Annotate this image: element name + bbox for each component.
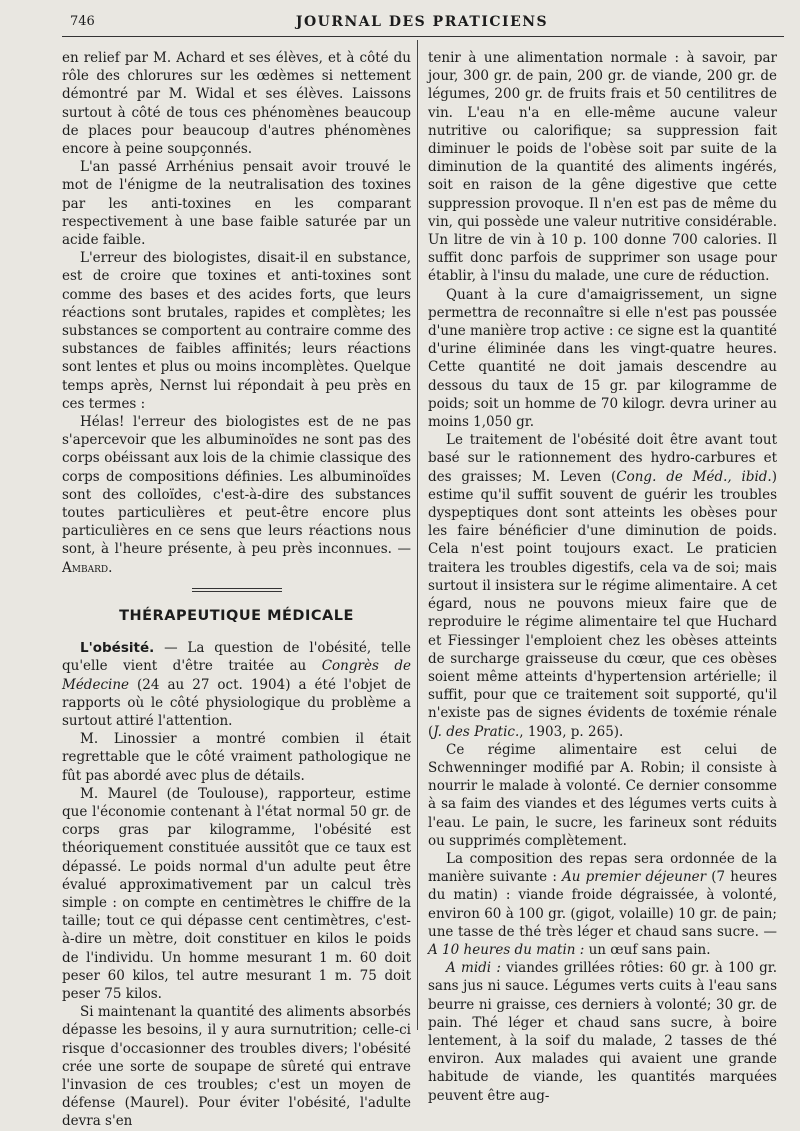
paragraph-text: (24 au 27 oct. 1904) a été l'objet de rapports où le côté physiologique du problème a surtout attiré l'attention. (62, 676, 411, 729)
paragraph-text: , 1903, p. 265). (519, 723, 624, 740)
paragraph: L'erreur des biologistes, disait-il en substance, est de croire que toxines et anti-toxines sont comme des bases et des acides forts, que leurs réactions sont brutales, rapides et complètes; les substances se comportent au contraire comme des substances de faibles affinités; leurs réactions sont lentes et plus ou moins incomplètes. Quelque temps après, Nernst lui répondait à peu près en ces termes : (62, 250, 411, 412)
paragraph (428, 431, 777, 740)
paragraph: Quant à la cure d'amaigrissement, un signe permettra de reconnaître si elle n'est pas poussée d'une manière trop active : ce signe est la quantité d'urine éliminée dans les vingt-quatre heures. Cette quantité ne doit jamais descendre au dessous du taux de 15 gr. par kilogramme de poids; soit un homme de 70 kilogr. devra uriner au moins 1,050 gr. (428, 286, 777, 431)
paragraph: en relief par M. Achard et ses élèves, et à côté du rôle des chlorures sur les œdèmes si nettement démontré par M. Widal et ses élèves. Laissons surtout à côté de tous ces phénomènes beaucoup de places pour beaucoup d'autres phénomènes encore à peine soupçonnés. (62, 50, 411, 158)
section-separator (192, 588, 282, 592)
left-column (62, 49, 411, 1131)
paragraph (428, 850, 777, 959)
article-lead: L'obésité. (80, 640, 155, 657)
italic-meal: A midi : (446, 960, 501, 977)
paragraph-text: (7 heures du matin) : viande froide dégraissée, à volonté, environ 60 à 100 gr. (gigot, volaille) 10 gr. de pain; une tasse de thé très léger et chaud sans sucre. — (428, 869, 778, 940)
author-signature: Ambard. (62, 559, 113, 576)
italic-reference: Congrès de Médecine (62, 658, 411, 693)
paragraph-text: viandes grillées rôties: 60 gr. à 100 gr. sans jus ni sauce. Légumes verts cuits à l'eau sans beurre ni graisse, ces derniers à volonté; 30 gr. de pain. Thé léger et chaud sans sucre, à boire lentement, à la soif du malade, 2 tasses de thé environ. Aux malades qui avaient une grande habitude de viande, les quantités marquées peuvent être aug- (428, 960, 777, 1104)
paragraph: M. Linossier a montré combien il était regrettable que le côté vraiment pathologique ne fût pas abordé avec plus de détails. (62, 731, 411, 784)
paragraph: Si maintenant la quantité des aliments absorbés dépasse les besoins, il y aura surnutrition; celle-ci risque d'occasionner des troubles divers; l'obésité crée une sorte de soupape de sûreté qui entrave l'invasion de ces troubles; c'est un moyen de défense (Maurel). Pour éviter l'obésité, l'adulte devra s'en (62, 1004, 411, 1130)
page-number: 746 (70, 14, 95, 29)
italic-reference: J. des Pratic. (433, 723, 520, 740)
page-header (62, 12, 782, 34)
column-divider (417, 40, 418, 1030)
italic-meal: Au premier déjeuner (562, 869, 707, 886)
journal-title: JOURNAL DES PRATICIENS (295, 14, 549, 30)
paragraph: L'an passé Arrhénius pensait avoir trouvé le mot de l'énigme de la neutralisation des toxines par les anti-toxines en les comparant respectivement à une base faible saturée par un acide faible. (62, 159, 411, 249)
paragraph (428, 959, 777, 1105)
section-title: THÉRAPEUTIQUE MÉDICALE (119, 607, 354, 624)
paragraph-text: Hélas! l'erreur des biologistes est de ne pas s'apercevoir que les albuminoïdes ne sont pas des corps obéissant aux lois de la chimie classique des corps de compositions définies. Les albuminoïdes sont des colloïdes, c'est-à-dire des substances toutes particulières et peut-être encore plus particulières en ce sens que leurs réactions nous sont, à l'heure présente, à peu près inconnues. — (62, 414, 411, 558)
paragraph-text: Le traitement de l'obésité doit être avant tout basé sur le rationnement des hydro-carbures et des graisses; M. Leven ( (428, 432, 777, 485)
paragraph: M. Maurel (de Toulouse), rapporteur, estime que l'économie contenant à l'état normal 50 gr. de corps gras par kilogramme, l'obésité est théoriquement constituée aussitôt que ce taux est dépassé. Le poids normal d'un adulte peut être évalué approximativement par un calcul très simple : on compte en centimètres le chiffre de la taille; tout ce qui dépasse cent centimètres, c'est-à-dire un mètre, doit constituer en kilos le poids de l'individu. Un homme mesurant 1 m. 60 doit peser 60 kilos, tel autre mesurant 1 m. 75 doit peser 75 kilos. (62, 785, 411, 1002)
right-column (428, 49, 777, 1105)
italic-reference: Cong. de Méd., ibid. (616, 468, 772, 485)
paragraph-text: un œuf sans pain. (584, 941, 711, 958)
paragraph: Ce régime alimentaire est celui de Schwenninger modifié par A. Robin; il consiste à nourrir le malade à volonté. Ce dernier consomme à sa faim des viandes et des légumes verts cuits à l'eau. Le pain, le sucre, les farineux sont réduits ou supprimés complètement. (428, 741, 777, 849)
paragraph (62, 413, 411, 577)
paragraph (62, 639, 411, 730)
paragraph-text: ) estime qu'il suffit souvent de guérir les troubles dyspeptiques dont sont atteints les obèses pour les faire bénéficier d'une diminution de poids. Cela n'est point toujours exact. Le praticien traitera les troubles digestifs, cela va de soi; mais surtout il insistera sur le régime alimentaire. A cet égard, nous ne pouvons mieux faire que de reproduire le régime alimentaire tel que Huchard et Fiessinger l'emploient chez les obèses atteints de surcharge graisseuse du cœur, que ces obèses soient même atteints d'hypertension artérielle; il suffit, pour que ce traitement soit supporté, qu'il n'existe pas de signes évidents de toxémie rénale ( (428, 468, 777, 740)
italic-meal: A 10 heures du matin : (428, 941, 585, 958)
paragraph-text: La composition des repas sera ordonnée de la manière suivante : (428, 850, 777, 886)
header-rule (62, 36, 784, 37)
paragraph: tenir à une alimentation normale : à savoir, par jour, 300 gr. de pain, 200 gr. de viande, 200 gr. de légumes, 200 gr. de fruits frais et 50 centilitres de vin. L'eau n'a en elle-même aucune valeur nutritive ou calorifique; sa suppression fait diminuer le poids de l'obèse soit par suite de la diminution de la quantité des aliments ingérés, soit en raison de la gêne digestive que cette suppression provoque. Il n'en est pas de même du vin, qui possède une valeur nutritive considérable. Un litre de vin à 10 p. 100 donne 700 calories. Il suffit donc parfois de supprimer son usage pour établir, à l'insu du malade, une cure de réduction. (428, 50, 777, 285)
paragraph-text: — La question de l'obésité, telle qu'elle vient d'être traitée au (62, 640, 411, 675)
